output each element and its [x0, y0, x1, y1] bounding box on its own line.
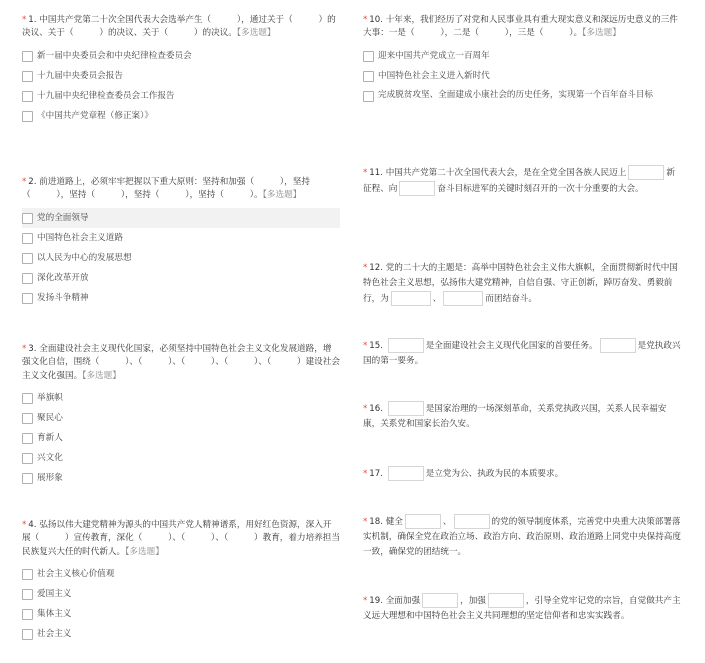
- question-number: 16.: [369, 404, 383, 414]
- option-label: 集体主义: [37, 608, 72, 619]
- question-stem: [363, 261, 681, 307]
- checkbox-icon[interactable]: [22, 253, 33, 264]
- question-stem: [22, 343, 340, 383]
- checkbox-option[interactable]: [22, 468, 340, 488]
- checkbox-icon[interactable]: [22, 629, 33, 640]
- checkbox-icon[interactable]: [22, 609, 33, 620]
- checkbox-icon[interactable]: [22, 589, 33, 600]
- question-number: 15.: [369, 341, 383, 351]
- checkbox-icon[interactable]: [363, 91, 374, 102]
- checkbox-option[interactable]: [22, 228, 340, 248]
- question-text: 是立党为公、执政为民的本质要求。: [425, 469, 564, 479]
- question-text: 党的二十大的主题是：高举中国特色社会主义伟大旗帜，全面贯彻新时代中国特色社会主义思想，弘扬伟大建党精神，自信自强、守正创新，踔厉奋发、勇毅前行，为: [363, 263, 678, 305]
- question-2: [22, 176, 340, 308]
- checkbox-option[interactable]: [22, 208, 340, 228]
- option-label: 聚民心: [37, 412, 63, 423]
- question-stem: [22, 176, 340, 203]
- checkbox-icon[interactable]: [22, 111, 33, 122]
- question-type-label: 【多选题】: [236, 28, 276, 39]
- question-text: 的党的领导制度体系，完善党中央重大决策部署落实机制，确保全党在政治立场、政治方向、政治原则、政治道路上同党中央保持高度一致，确保党的团结统一。: [363, 517, 681, 558]
- checkbox-option[interactable]: [22, 564, 340, 584]
- required-mark: *: [22, 344, 27, 354]
- question-type-label: 【多选题】: [262, 190, 302, 201]
- question-17: [363, 466, 681, 482]
- option-label: 举旗帜: [37, 392, 63, 403]
- required-mark: *: [363, 341, 368, 351]
- checkbox-option[interactable]: [363, 66, 681, 86]
- fill-blank-input[interactable]: [422, 593, 458, 608]
- option-label: 展形象: [37, 472, 63, 483]
- options-list: [22, 564, 340, 644]
- question-stem: [363, 514, 681, 560]
- fill-blank-input[interactable]: [600, 338, 636, 353]
- question-stem: [363, 593, 681, 624]
- question-stem: [363, 14, 681, 41]
- checkbox-icon[interactable]: [22, 51, 33, 62]
- options-list: [22, 46, 340, 126]
- option-label: 新一届中央委员会和中央纪律检查委员会: [37, 50, 192, 61]
- question-text: 全面建设社会主义现代化国家，必须坚持中国特色社会主义文化发展道路，增强文化自信，围绕（ ）、（ ）、（ ）、（ ）、（ ）建设社会主义文化强国。: [22, 344, 340, 381]
- checkbox-option[interactable]: [22, 584, 340, 604]
- question-text: 全面加强: [385, 596, 421, 606]
- fill-blank-input[interactable]: [391, 291, 431, 306]
- question-number: 2.: [28, 177, 37, 187]
- checkbox-option[interactable]: [22, 448, 340, 468]
- question-text: 是全面建设社会主义现代化国家的首要任务。: [425, 341, 598, 351]
- question-number: 4.: [28, 520, 37, 530]
- question-text: 前进道路上，必须牢牢把握以下重大原则：坚持和加强（ ），坚持（ ），坚持（ ），坚持（ ），坚持（ ）。: [22, 177, 310, 201]
- option-label: 完成脱贫攻坚、全面建成小康社会的历史任务，实现第一个百年奋斗目标: [378, 89, 654, 100]
- question-stem: [363, 401, 681, 432]
- question-text: 是国家治理的一场深刻革命，关系党执政兴国，关系人民幸福安康，关系党和国家长治久安。: [363, 404, 667, 430]
- question-16: [363, 401, 681, 432]
- question-number: 17.: [369, 469, 383, 479]
- option-label: 社会主义核心价值观: [37, 568, 115, 579]
- required-mark: *: [363, 15, 368, 25]
- question-4: [22, 519, 340, 644]
- question-stem: [22, 14, 340, 41]
- question-stem: [363, 165, 681, 197]
- checkbox-option[interactable]: [363, 46, 681, 66]
- checkbox-option[interactable]: [22, 46, 340, 66]
- option-label: 以人民为中心的发展思想: [37, 252, 132, 263]
- question-11: [363, 165, 681, 197]
- checkbox-icon[interactable]: [22, 453, 33, 464]
- option-label: 迎来中国共产党成立一百周年: [378, 50, 490, 61]
- question-12: [363, 261, 681, 307]
- question-text: 、: [442, 517, 452, 527]
- fill-blank-input[interactable]: [443, 291, 483, 306]
- question-number: 11.: [369, 168, 383, 178]
- question-stem: [22, 519, 340, 559]
- option-label: 中国特色社会主义进入新时代: [378, 70, 490, 81]
- checkbox-icon[interactable]: [22, 569, 33, 580]
- options-list: [22, 388, 340, 488]
- question-15: [363, 338, 681, 369]
- checkbox-option[interactable]: [22, 66, 340, 86]
- checkbox-icon[interactable]: [22, 91, 33, 102]
- question-number: 18.: [369, 517, 383, 527]
- question-text: 是党执政兴国的第一要务。: [363, 341, 681, 367]
- checkbox-icon[interactable]: [22, 293, 33, 304]
- question-number: 19.: [369, 596, 383, 606]
- required-mark: *: [363, 168, 368, 178]
- required-mark: *: [22, 520, 27, 530]
- option-label: 社会主义: [37, 628, 72, 639]
- question-19: [363, 593, 681, 624]
- fill-blank-input[interactable]: [454, 514, 490, 529]
- checkbox-option[interactable]: [22, 288, 340, 308]
- question-text: 中国共产党第二十次全国代表大会选举产生（ ），通过关于（ ）的决议、关于（ ）的决议、关于（ ）的决议。: [22, 15, 336, 39]
- question-text: ，加强: [460, 596, 486, 606]
- question-text: 弘扬以伟大建党精神为源头的中国共产党人精神谱系，用好红色资源，深入开展（ ）宣传教育，深化（ ）、（ ）、（ ）教育，着力培养担当民族复兴大任的时代新人。: [22, 520, 340, 557]
- required-mark: *: [363, 596, 368, 606]
- question-text: ，引导全党牢记党的宗旨，自觉做共产主义远大理想和中国特色社会主义共同理想的坚定信仰者和忠实实践者。: [363, 596, 681, 622]
- question-text: 、: [432, 294, 442, 305]
- checkbox-icon[interactable]: [22, 433, 33, 444]
- checkbox-icon[interactable]: [22, 273, 33, 284]
- question-text: 中国共产党第二十次全国代表大会，是在全党全国各族人民迈上: [385, 168, 627, 178]
- checkbox-option[interactable]: [22, 86, 340, 106]
- option-label: 发扬斗争精神: [37, 292, 89, 303]
- fill-blank-input[interactable]: [488, 593, 524, 608]
- checkbox-option[interactable]: [22, 268, 340, 288]
- question-number: 10.: [369, 15, 383, 25]
- option-label: 十九届中央纪律检查委员会工作报告: [37, 90, 175, 101]
- checkbox-icon[interactable]: [22, 393, 33, 404]
- checkbox-icon[interactable]: [22, 213, 33, 224]
- checkbox-icon[interactable]: [22, 473, 33, 484]
- question-text: 新征程、向: [363, 168, 675, 195]
- checkbox-option[interactable]: [22, 388, 340, 408]
- option-label: 深化改革开放: [37, 272, 89, 283]
- checkbox-option[interactable]: [22, 624, 340, 644]
- question-18: [363, 514, 681, 560]
- question-text: 十年来，我们经历了对党和人民事业具有重大现实意义和深远历史意义的三件大事：一是（ ），二是（ ），三是（ ）。: [363, 15, 678, 39]
- checkbox-icon[interactable]: [22, 71, 33, 82]
- question-type-label: 【多选题】: [125, 546, 164, 557]
- option-label: 爱国主义: [37, 588, 72, 599]
- required-mark: *: [22, 177, 27, 187]
- required-mark: *: [363, 469, 368, 479]
- question-stem: [363, 466, 681, 482]
- checkbox-option[interactable]: [22, 106, 340, 126]
- required-mark: *: [22, 15, 27, 25]
- checkbox-option[interactable]: [22, 604, 340, 624]
- checkbox-option[interactable]: [22, 428, 340, 448]
- fill-blank-input[interactable]: [399, 181, 435, 196]
- question-10: [363, 14, 681, 101]
- question-number: 12.: [369, 263, 383, 273]
- option-label: 《中国共产党章程（修正案）》: [37, 110, 154, 121]
- options-list: [363, 46, 681, 101]
- required-mark: *: [363, 263, 368, 273]
- question-text: 奋斗目标进军的关键时刻召开的一次十分重要的大会。: [437, 184, 644, 195]
- checkbox-option[interactable]: [22, 248, 340, 268]
- fill-blank-input[interactable]: [388, 466, 424, 481]
- checkbox-icon[interactable]: [22, 413, 33, 424]
- option-label: 党的全面领导: [37, 212, 89, 223]
- checkbox-icon[interactable]: [22, 233, 33, 244]
- checkbox-option[interactable]: [363, 86, 681, 101]
- fill-blank-input[interactable]: [628, 165, 664, 180]
- option-label: 中国特色社会主义道路: [37, 232, 123, 243]
- option-label: 十九届中央委员会报告: [37, 70, 123, 81]
- question-number: 1.: [28, 15, 37, 25]
- required-mark: *: [363, 404, 368, 414]
- checkbox-icon[interactable]: [363, 51, 374, 62]
- option-label: 兴文化: [37, 452, 63, 463]
- question-text: 而团结奋斗。: [485, 294, 537, 305]
- fill-blank-input[interactable]: [405, 514, 441, 529]
- question-3: [22, 343, 340, 488]
- question-text: 健全: [385, 517, 403, 527]
- question-stem: [363, 338, 681, 369]
- checkbox-option[interactable]: [22, 408, 340, 428]
- question-type-label: 【多选题】: [82, 370, 121, 381]
- option-label: 育新人: [37, 432, 63, 443]
- question-type-label: 【多选题】: [582, 28, 621, 39]
- question-number: 3.: [28, 344, 37, 354]
- options-list: [22, 208, 340, 308]
- fill-blank-input[interactable]: [388, 338, 424, 353]
- fill-blank-input[interactable]: [388, 401, 424, 416]
- required-mark: *: [363, 517, 368, 527]
- checkbox-icon[interactable]: [363, 71, 374, 82]
- question-1: [22, 14, 340, 126]
